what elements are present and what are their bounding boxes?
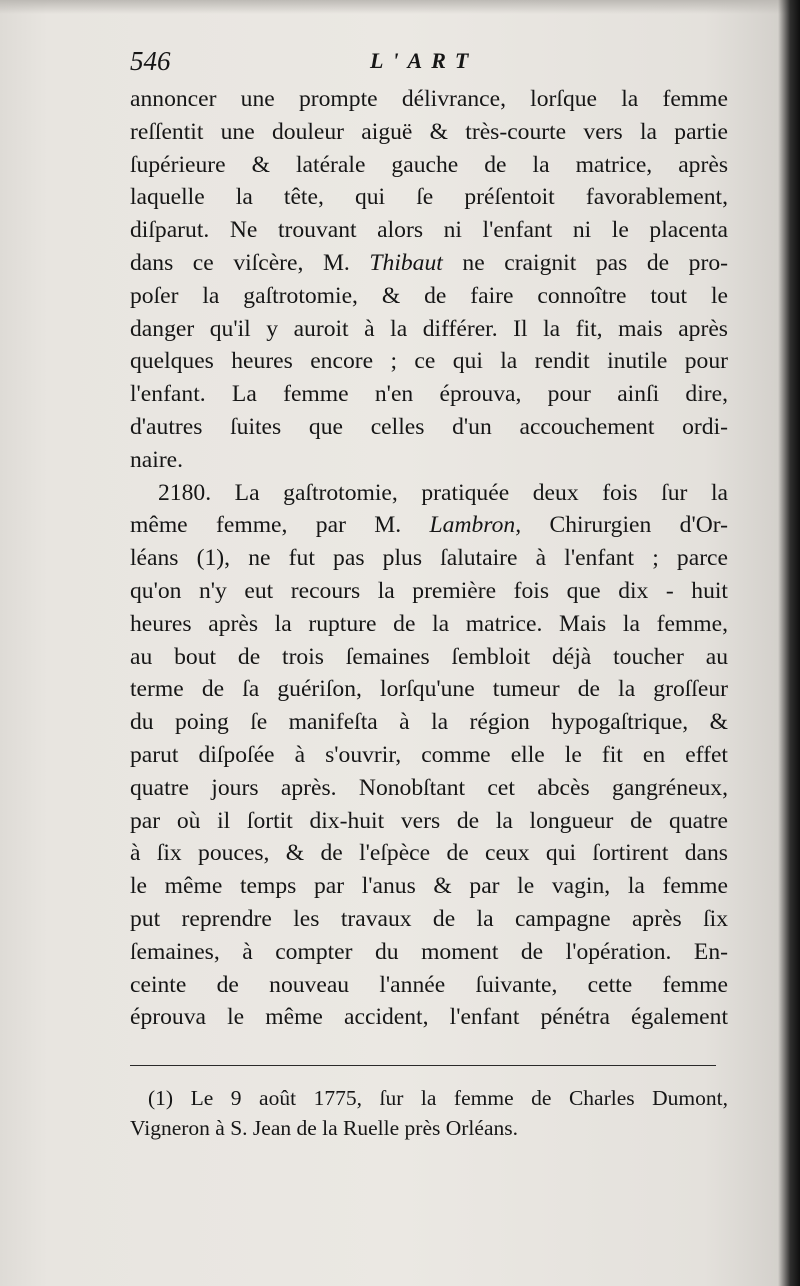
text-line: danger qu'il y auroit à la différer. Il la fit, mais après [130,315,728,342]
text-line: quelques heures encore ; ce qui la rendit inutile pour [130,348,728,375]
text-line: le même temps par l'anus & par le vagin, la femme [130,873,728,900]
page-number: 546 [130,46,171,76]
text-line: léans (1), ne fut pas plus ſalutaire à l'enfant ; parce [130,545,728,572]
text-line: d'autres ſuites que celles d'un accouchement ordi- [130,413,728,440]
text-segment: même femme, par M. [130,512,402,539]
text-line: quatre jours après. Nonobſtant cet abcès gangréneux, [130,774,728,801]
text-line: éprouva le même accident, l'enfant pénétra également [130,1004,728,1031]
text-line: ſemaines, à compter du moment de l'opération. En- [130,938,728,965]
text-line: put reprendre les travaux de la campagne après ſix [130,905,728,932]
surgeon-name-lambron: Lambron, [429,512,522,539]
text-line: naire. [130,446,184,473]
page-gutter-shadow [778,0,800,1286]
text-line: qu'on n'y eut recours la première fois que dix - huit [130,577,728,604]
surgeon-name-thibaut: Thibaut [369,249,443,276]
text-line: à ſix pouces, & de l'eſpèce de ceux qui ſortirent dans [130,840,728,867]
text-line: reſſentit une douleur aiguë & très-courte vers la partie [130,118,728,145]
text-line: au bout de trois ſemaines ſembloit déjà toucher au [130,643,728,670]
text-line: diſparut. Ne trouvant alors ni l'enfant ni le placenta [130,217,728,244]
text-line: par où il ſortit dix-huit vers de la longueur de quatre [130,807,728,834]
text-line: parut diſpoſée à s'ouvrir, comme elle le fit en effet [130,741,728,768]
text-line: ceinte de nouveau l'année ſuivante, cette femme [130,971,728,998]
text-segment: ne craignit pas de pro- [462,249,728,276]
text-line: 2180. La gaſtrotomie, pratiquée deux fois ſur la [158,479,728,506]
text-line: heures après la rupture de la matrice. Mais la femme, [130,610,728,637]
text-line [130,247,728,280]
text-segment: Chirurgien d'Or- [549,512,728,539]
footnote [130,1083,728,1143]
text-segment: dans ce viſcère, M. [130,249,350,276]
text-line: terme de ſa guériſon, lorſqu'une tumeur de la groſſeur [130,676,728,703]
text-line: l'enfant. La femme n'en éprouva, pour ainſi dire, [130,381,728,408]
footnote-line: (1) Le 9 août 1775, ſur la femme de Charles Dumont, [148,1086,728,1110]
text-line: annoncer une prompte délivrance, lorſque la femme [130,86,728,112]
footnote-divider [130,1065,716,1066]
text-line: du poing ſe manifeſta à la région hypogaſtrique, & [130,709,728,736]
body-text [130,83,728,1034]
text-line [130,509,728,542]
page-header [130,46,720,80]
text-line: ſupérieure & latérale gauche de la matrice, après [130,151,728,178]
text-line: laquelle la tête, qui ſe préſentoit favorablement, [130,184,728,211]
running-head: L'ART [370,48,478,73]
footnote-line: Vigneron à S. Jean de la Ruelle près Orléans. [130,1116,518,1140]
page-top-shadow [0,0,800,14]
text-line: poſer la gaſtrotomie, & de faire connoître tout le [130,282,728,309]
